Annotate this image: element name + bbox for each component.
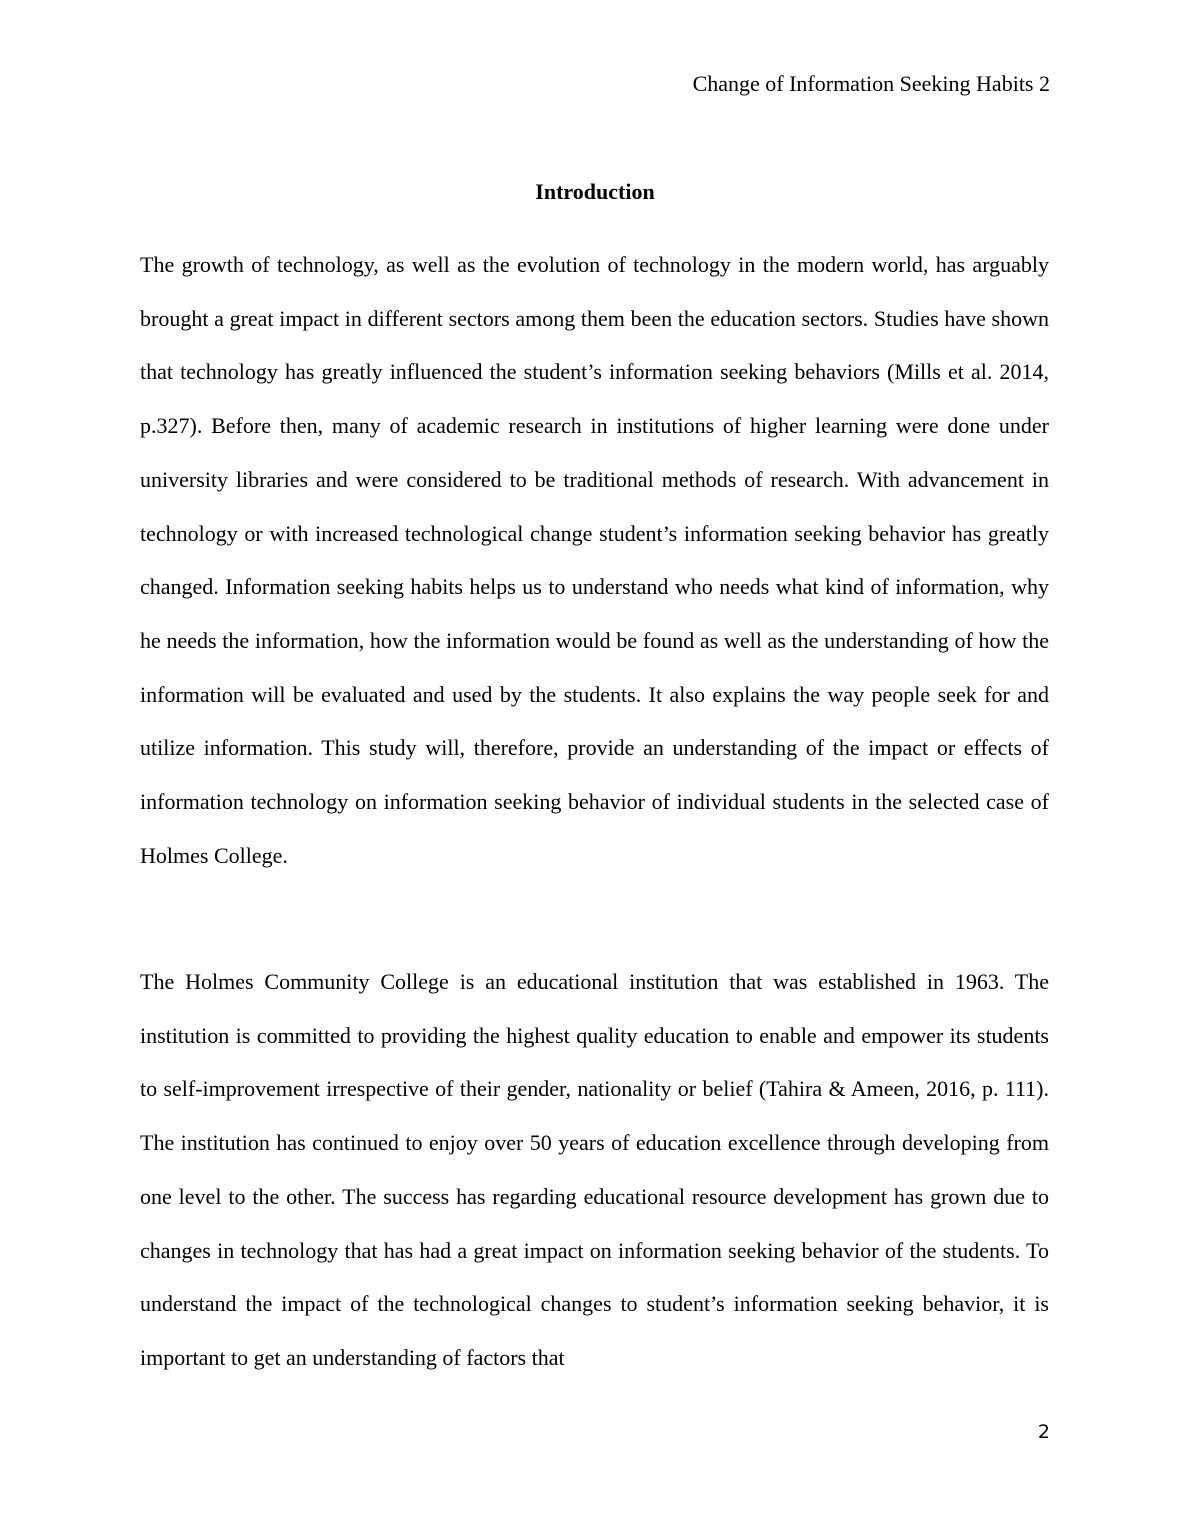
- paragraph-2: The Holmes Community College is an educational institution that was established in 1963. The institution is committed to providing the highest quality education to enable and empower its students to self-improvement irrespective of their gender, nationality or belief (Tahira & Ameen, 2016, p. 111). The institution has continued to enjoy over 50 years of education excellence through developing from one level to the other. The success has regarding educational resource development has grown due to changes in technology that has had a great impact on information seeking behavior of the students. To understand the impact of the technological changes to student’s information seeking behavior, it is important to get an understanding of factors that: [140, 969, 1049, 1370]
- page-number: 2: [1037, 1421, 1050, 1443]
- paragraph-1: The growth of technology, as well as the evolution of technology in the modern world, has arguably brought a great impact in different sectors among them been the education sectors. Studies have shown that technology has greatly influenced the student’s information seeking behaviors (Mills et al. 2014, p.327). Before then, many of academic research in institutions of higher learning were done under university libraries and were considered to be traditional methods of research. With advancement in technology or with increased technological change student’s information seeking behavior has greatly changed. Information seeking habits helps us to understand who needs what kind of information, why he needs the information, how the information would be found as well as the understanding of how the information will be evaluated and used by the students. It also explains the way people seek for and utilize information. This study will, therefore, provide an understanding of the impact or effects of information technology on information seeking behavior of individual students in the selected case of Holmes College.: [140, 252, 1049, 868]
- section-heading: Introduction: [535, 179, 655, 204]
- running-head: Change of Information Seeking Habits 2: [692, 71, 1050, 96]
